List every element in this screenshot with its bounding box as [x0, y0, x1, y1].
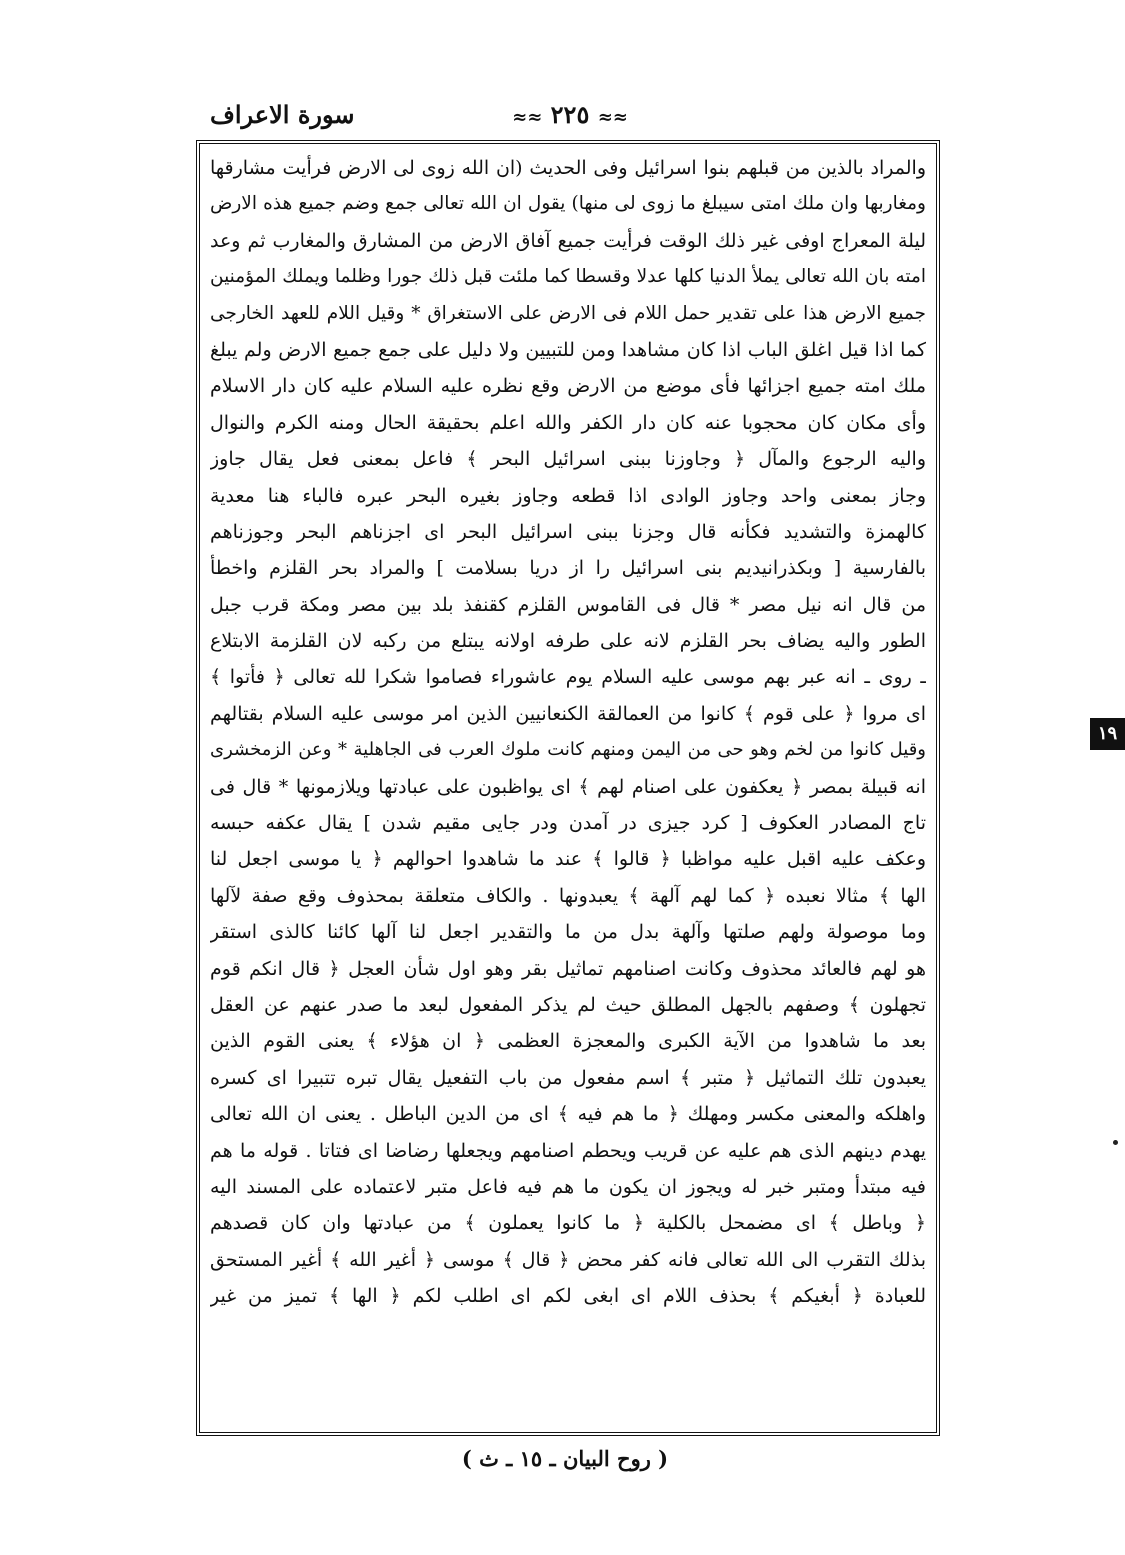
text-line: بالفارسية [ وبكذرانيديم بنى اسرائيل را از دريا بسلامت ] والمراد بحر القلزم واخطأ — [210, 557, 926, 580]
body-text — [210, 150, 926, 1315]
text-line: ومغاربها وان ملك امتى سيبلغ ما زوى لى منها) يقول ان الله تعالى جمع وضم جميع هذه الارض — [210, 193, 926, 215]
text-line: ﴿ وباطل ﴾ اى مضمحل بالكلية ﴿ ما كانوا يعملون ﴾ من عبادتها وان كان قصدهم — [210, 1212, 926, 1235]
ornament-left-icon: ≈≈ — [597, 107, 628, 128]
text-line: يعبدون تلك التماثيل ﴿ متبر ﴾ اسم مفعول من باب التفعيل يقال تبره تتبيرا اى كسره — [210, 1066, 926, 1089]
text-line: بعد ما شاهدوا من الآية الكبرى والمعجزة العظمى ﴿ ان هؤلاء ﴾ يعنى القوم الذين — [210, 1030, 926, 1053]
page-footer: ( روح البيان ـ ١٥ ـ ث ) — [461, 1446, 669, 1471]
text-line: كما اذا قيل اغلق الباب اذا كان مشاهدا ومن للتبيين ولا دليل على جمع جميع الارض ولم يبلغ — [210, 338, 926, 361]
text-line: ليلة المعراج اوفى غير ذلك الوقت فرأيت جميع آفاق الارض من المشارق والمغارب ثم وعد — [210, 229, 926, 252]
text-line: الها ﴾ مثالا نعبده ﴿ كما لهم آلهة ﴾ يعبدونها . والكاف متعلقة بمحذوف وقع صفة لآلها — [210, 884, 926, 907]
text-line: تاج المصادر العكوف [ كرد جيزى در آمدن ودر جايى مقيم شدن ] يقال عكفه حبسه — [210, 812, 926, 835]
text-line: ملك امته جميع اجزائها فأى موضع من الارض وقع نظره عليه السلام عليه كان دار الاسلام — [210, 375, 926, 398]
page-number: ٢٢٥ — [550, 100, 590, 129]
ornament-right-icon: ≈≈ — [512, 107, 543, 128]
text-line: واهلكه والمعنى مكسر ومهلك ﴿ ما هم فيه ﴾ اى من الدين الباطل . يعنى ان الله تعالى — [210, 1103, 926, 1126]
text-line: امته بان الله تعالى يملأ الدنيا كلها عدلا وقسطا كما ملئت قبل ذلك جورا وظلما ويملك المؤمنين — [210, 266, 926, 288]
scan-speck — [1113, 1140, 1118, 1145]
text-line: بذلك التقرب الى الله تعالى فانه كفر محض ﴿ قال ﴾ موسى ﴿ أغير الله ﴾ أغير المستحق — [210, 1248, 926, 1271]
text-line: ـ روى ـ انه عبر بهم موسى عليه السلام يوم عاشوراء فصاموا شكرا لله تعالى ﴿ فأتوا ﴾ — [210, 666, 926, 689]
text-line: وجاز بمعنى واحد وجاوز الوادى اذا قطعه وجاوز بغيره البحر عبره فالباء هنا معدية — [210, 484, 926, 507]
text-line: والمراد بالذين من قبلهم بنوا اسرائيل وفى الحديث (ان الله زوى لى الارض فرأيت مشارقها — [210, 157, 926, 179]
text-line: وأى مكان كان محجوبا عنه كان دار الكفر والله اعلم بحقيقة الحال ومنه الكرم والنوال — [210, 411, 926, 434]
text-line: واليه الرجوع والمآل ﴿ وجاوزنا ببنى اسرائيل البحر ﴾ فاعل بمعنى فعل يقال جاوز — [210, 448, 926, 471]
text-line: الطور واليه يضاف بحر القلزم لانه على طرفه اولانه يبتلع من ركبه لان القلزمة الابتلاع — [210, 630, 926, 653]
text-line: للعبادة ﴿ أبغيكم ﴾ بحذف اللام اى ابغى لكم اى اطلب لكم ﴿ الها ﴾ تميز من غير — [210, 1285, 926, 1308]
text-line: وما موصولة ولهم صلتها وآلهة بدل من ما والتقدير اجعل لنا آلها كائنا كالذى استقر — [210, 921, 926, 944]
text-line: من قال انه نيل مصر * قال فى القاموس القلزم كقنفذ بلد بين مصر ومكة قرب جبل — [210, 593, 926, 616]
text-line: تجهلون ﴾ وصفهم بالجهل المطلق حيث لم يذكر المفعول لبعد ما صدر عنهم عن العقل — [210, 993, 926, 1016]
margin-section-marker: ١٩ — [1090, 718, 1125, 750]
text-line: وقيل كانوا من لخم وهو حى من اليمن ومنهم كانت ملوك العرب فى الجاهلية * وعن الزمخشرى — [210, 739, 926, 761]
text-frame — [196, 140, 940, 1436]
text-line: وعكف عليه اقبل عليه مواظبا ﴿ قالوا ﴾ عند ما شاهدوا احوالهم ﴿ يا موسى اجعل لنا — [210, 848, 926, 871]
text-line: يهدم دينهم الذى هم عليه عن قريب ويحطم اصنامهم ويجعلها رضاضا اى فتاتا . قوله ما هم — [210, 1139, 926, 1162]
text-line: هو لهم فالعائد محذوف وكانت اصنامهم تماثيل بقر وهو اول شأن العجل ﴿ قال انكم قوم — [210, 957, 926, 980]
text-line: كالهمزة والتشديد فكأنه قال وجزنا ببنى اسرائيل البحر اى اجزناهم البحر وجوزناهم — [210, 520, 926, 543]
text-line: فيه مبتدأ ومتبر خبر له ويجوز ان يكون ما هم فيه فاعل متبر لاعتماده على المسند اليه — [210, 1175, 926, 1198]
text-line: اى مروا ﴿ على قوم ﴾ كانوا من العمالقة الكنعانيين الذين امر موسى عليه السلام بقتالهم — [210, 702, 926, 725]
text-line: انه قبيلة بمصر ﴿ يعكفون على اصنام لهم ﴾ اى يواظبون على عبادتها ويلازمونها * قال فى — [210, 775, 926, 798]
surah-title: سورة الاعراف — [210, 100, 355, 129]
page-number-block — [500, 100, 640, 129]
text-line: جميع الارض هذا على تقدير حمل اللام فى الارض على الاستغراق * وقيل اللام للعهد الخارجى — [210, 302, 926, 324]
page-header — [200, 100, 930, 144]
